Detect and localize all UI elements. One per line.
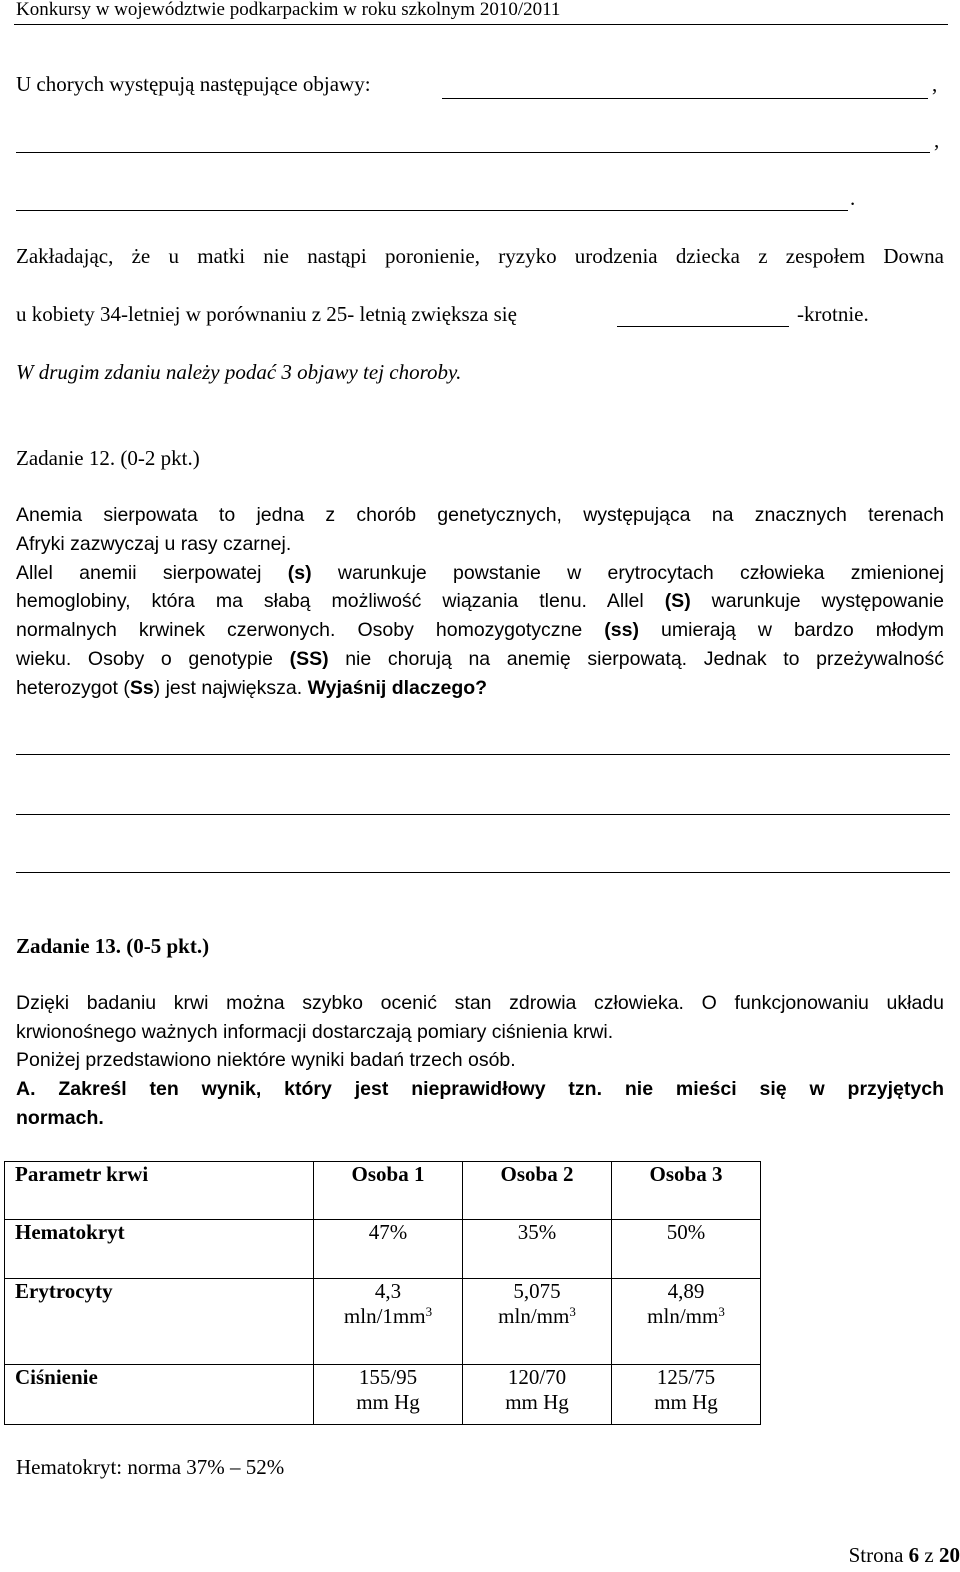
separator-period: . — [850, 186, 856, 210]
task13-heading: Zadanie 13. (0-5 pkt.) — [16, 934, 210, 958]
risk-text-line-2: u kobiety 34-letniej w porównaniu z 25- letnią zwiększa się — [16, 302, 517, 326]
separator-comma-1: , — [932, 72, 938, 96]
value-cisnienie-osoba-3[interactable]: 125/75 mm Hg — [612, 1365, 761, 1425]
param-erytrocyty: Erytrocyty — [5, 1279, 314, 1365]
value-erytrocyty-osoba-1[interactable]: 4,3 mln/$1mm^3$ — [314, 1279, 463, 1365]
symptoms-label: U chorych występują następujące objawy: — [16, 72, 371, 96]
table-row-cisnienie — [5, 1365, 761, 1425]
header-osoba-1: Osoba 1 — [314, 1162, 463, 1220]
page-number: Strona 6 z 20 — [848, 1543, 960, 1567]
value-hematokryt-osoba-1[interactable]: 47% — [314, 1220, 463, 1279]
param-hematokryt: Hematokryt — [5, 1220, 314, 1279]
task12-p2-line1: Allel anemii sierpowatej (s) warunkuje powstanie w erytrocytach człowieka zmienionej — [16, 562, 944, 584]
table-header-row — [5, 1162, 761, 1220]
param-cisnienie: Ciśnienie — [5, 1365, 314, 1425]
table-row-hematokryt — [5, 1220, 761, 1279]
task12-p2-line2: hemoglobiny, która ma słabą możliwość wiązania tlenu. Allel (S) warunkuje występowanie — [16, 590, 945, 612]
task12-p2-line4: wieku. Osoby o genotypie (SS) nie chorują na anemię sierpowatą. Jednak to przeżywalność — [16, 648, 944, 670]
answer-line-task12-3[interactable] — [16, 848, 950, 873]
answer-line-symptom-2[interactable] — [16, 126, 930, 153]
separator-comma-2: , — [934, 128, 940, 152]
risk-text-line-1: Zakładając, że u matki nie nastąpi poronienie, ryzyko urodzenia dziecka z zespołem Downa — [16, 244, 944, 268]
task13-p1-line2: krwionośnego ważnych informacji dostarczają pomiary ciśnienia krwi. — [16, 1021, 614, 1043]
task12-p1-line1: Anemia sierpowata to jedna z chorób genetycznych, występująca na znacznych terenach — [16, 504, 944, 526]
hematokryt-norm-note: Hematokryt: norma 37% – 52% — [16, 1455, 285, 1479]
value-erytrocyty-osoba-2[interactable]: 5,075 mln/$mm^3$ — [463, 1279, 612, 1365]
header-osoba-3: Osoba 3 — [612, 1162, 761, 1220]
blood-results-table — [4, 1161, 761, 1425]
task12-p1-line2: Afryki zazwyczaj u rasy czarnej. — [16, 533, 292, 555]
task13-p1-line3: Poniżej przedstawiono niektóre wyniki badań trzech osób. — [16, 1049, 516, 1071]
answer-line-symptom-1[interactable] — [442, 72, 928, 99]
answer-line-task12-1[interactable] — [16, 730, 950, 755]
value-hematokryt-osoba-2[interactable]: 35% — [463, 1220, 612, 1279]
answer-line-symptom-3[interactable] — [16, 184, 848, 211]
task13-instruction-line1: A. Zakreśl ten wynik, który jest nieprawidłowy tzn. nie mieści się w przyjętych — [16, 1078, 944, 1100]
task12-p2-line5: heterozygot (Ss) jest największa. Wyjaśnij dlaczego? — [16, 677, 488, 699]
task11-note: W drugim zdaniu należy podać 3 objawy tej choroby. — [16, 360, 462, 384]
value-erytrocyty-osoba-3[interactable]: 4,89 mln/$mm^3$ — [612, 1279, 761, 1365]
risk-text-suffix: -krotnie. — [797, 302, 869, 326]
task12-p2-line3: normalnych krwinek czerwonych. Osoby homozygotyczne (ss) umierają w bardzo młodym — [16, 619, 944, 641]
page-header-title: Konkursy w województwie podkarpackim w roku szkolnym 2010/2011 — [16, 0, 561, 20]
answer-line-risk-factor[interactable] — [617, 300, 789, 327]
value-cisnienie-osoba-2[interactable]: 120/70 mm Hg — [463, 1365, 612, 1425]
header-divider — [14, 24, 948, 25]
header-parametr: Parametr krwi — [5, 1162, 314, 1220]
value-hematokryt-osoba-3[interactable]: 50% — [612, 1220, 761, 1279]
value-cisnienie-osoba-1[interactable]: 155/95 mm Hg — [314, 1365, 463, 1425]
task13-p1-line1: Dzięki badaniu krwi można szybko ocenić stan zdrowia człowieka. O funkcjonowaniu układu — [16, 992, 944, 1014]
table-row-erytrocyty — [5, 1279, 761, 1365]
task13-instruction-line2: normach. — [16, 1107, 104, 1129]
answer-line-task12-2[interactable] — [16, 790, 950, 815]
header-osoba-2: Osoba 2 — [463, 1162, 612, 1220]
task12-heading: Zadanie 12. (0-2 pkt.) — [16, 446, 200, 470]
